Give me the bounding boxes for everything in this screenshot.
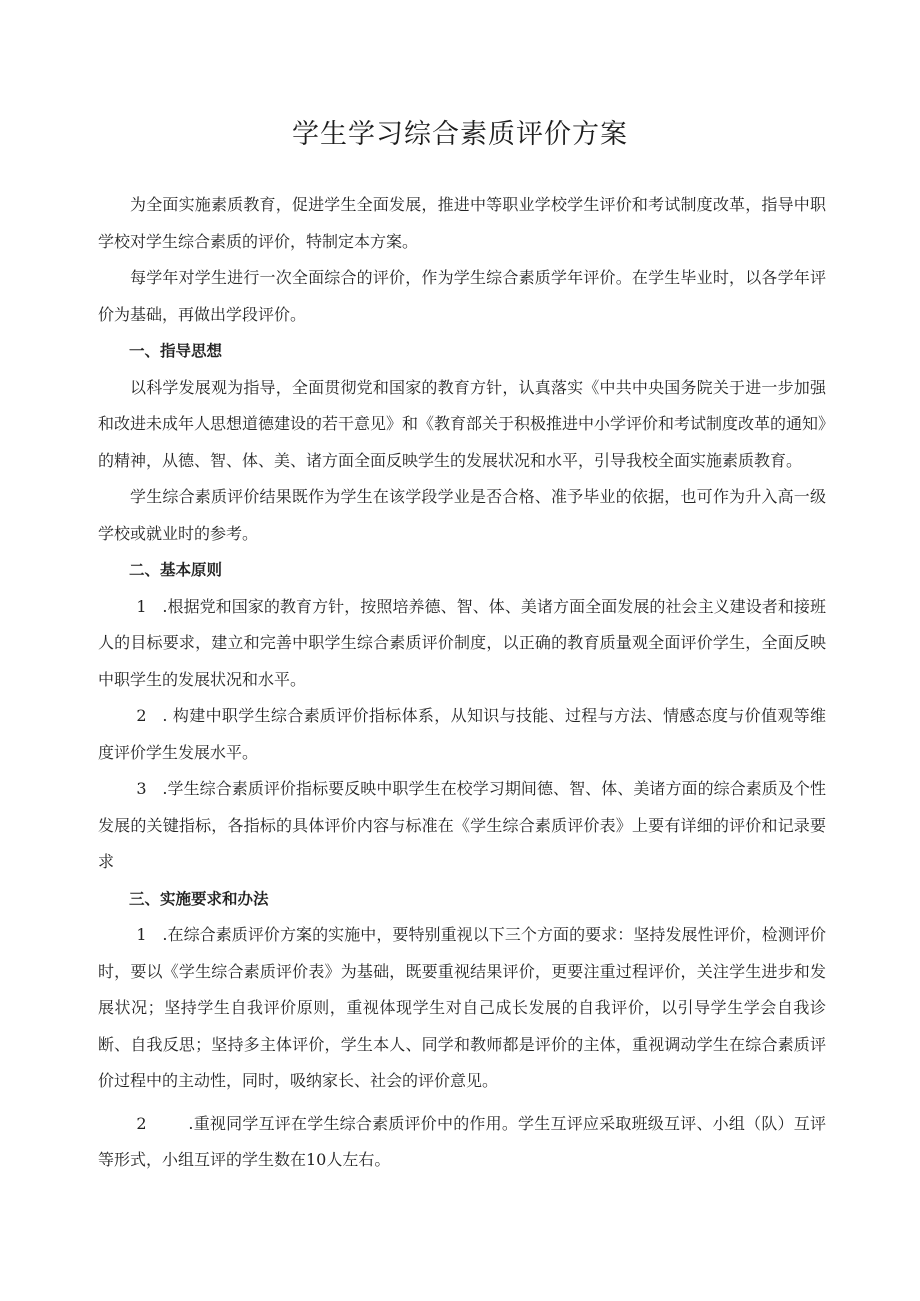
principle-item-1	[98, 589, 826, 699]
item-text: .在综合素质评价方案的实施中，要特别重视以下三个方面的要求：坚持发展性评价，检测评价时，要以《学生综合素质评价表》为基础，既要重视结果评价，更要注重过程评价，关注学生进步和发展状况；坚持学生自我评价原则，重视体现学生对自己成长发展的自我评价，以引导学生学会自我诊断、自我反思；坚持多主体评价，学生本人、同学和教师都是评价的主体，重视调动学生在综合素质评价过程中的主动性，同时，吸纳家长、社会的评价意见。	[98, 925, 826, 1090]
item-number: 2	[136, 706, 147, 725]
implementation-item-2	[98, 1106, 826, 1179]
document-body	[98, 187, 826, 1179]
item-number: 3	[136, 779, 147, 798]
item-text: .根据党和国家的教育方针，按照培养德、智、体、美诸方面全面发展的社会主义建设者和接班人的目标要求，建立和完善中职学生综合素质评价制度，以正确的教育质量观全面评价学生，全面反映中职学生的发展状况和水平。	[98, 596, 826, 689]
intro-paragraph-1: 为全面实施素质教育，促进学生全面发展，推进中等职业学校学生评价和考试制度改革，指导中职学校对学生综合素质的评价，特制定本方案。	[98, 195, 826, 251]
item-text: .重视同学互评在学生综合素质评价中的作用。学生互评应采取班级互评、小组（队）互评等形式，小组互评的学生数在10人左右。	[98, 1113, 826, 1169]
document-title: 学生学习综合素质评价方案	[292, 119, 628, 150]
principle-item-2	[98, 698, 826, 771]
section-heading-implementation: 三、实施要求和办法	[129, 889, 269, 908]
implementation-item-1	[98, 917, 826, 1100]
item-text: .学生综合素质评价指标要反映中职学生在校学习期间德、智、体、美诸方面的综合素质及个性发展的关键指标，各指标的具体评价内容与标准在《学生综合素质评价表》上要有详细的评价和记录要求	[98, 779, 826, 871]
item-number: 1	[136, 925, 147, 944]
section1-paragraph-1: 以科学发展观为指导，全面贯彻党和国家的教育方针，认真落实《中共中央国务院关于进一步加强和改进未成年人思想道德建设的若干意见》和《教育部关于积极推进中小学评价和考试制度改革的通知》的精神，从德、智、体、美、诸方面全面反映学生的发展状况和水平，引导我校全面实施素质教育。	[98, 377, 827, 470]
item-number: 1	[136, 596, 147, 616]
principle-item-3	[98, 771, 826, 881]
section-heading-basic-principles: 二、基本原则	[129, 561, 223, 579]
intro-paragraph-2: 每学年对学生进行一次全面综合的评价，作为学生综合素质学年评价。在学生毕业时，以各学年评价为基础，再做出学段评价。	[98, 268, 826, 324]
section1-paragraph-2: 学生综合素质评价结果既作为学生在该学段学业是否合格、准予毕业的依据，也可作为升入高一级学校或就业时的参考。	[98, 487, 826, 543]
item-number: 2	[136, 1113, 147, 1133]
item-text: . 构建中职学生综合素质评价指标体系，从知识与技能、过程与方法、情感态度与价值观等维度评价学生发展水平。	[98, 706, 826, 762]
section-heading-guiding-ideology: 一、指导思想	[129, 342, 223, 360]
